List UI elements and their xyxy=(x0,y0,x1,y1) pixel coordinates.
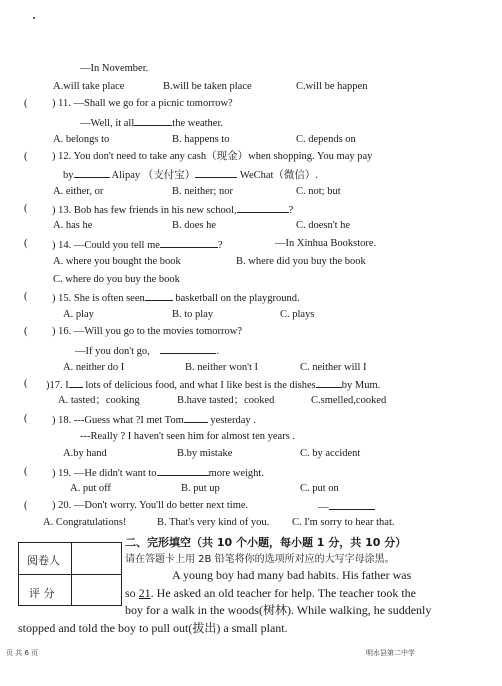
q16-line2a: —If you don't go, xyxy=(75,346,150,357)
q18-number: ) 18. xyxy=(52,415,72,426)
q16-option-a: A. neither do I xyxy=(63,362,125,373)
q17-option-a: A. tasted；cooking xyxy=(58,395,140,406)
q13-paren: ( xyxy=(24,203,28,214)
q20-option-a: A. Congratulations! xyxy=(43,517,127,528)
q12-line2b: Alipay （支付宝） xyxy=(111,170,196,181)
q20-option-b: B. That's very kind of you. xyxy=(157,517,270,528)
q10-option-a: A.will take place xyxy=(53,81,125,92)
q11-blank xyxy=(134,115,172,126)
q15-line1a: She is often seen xyxy=(73,293,145,304)
q15-option-a: A. play xyxy=(63,309,94,320)
passage-line-2a: so xyxy=(125,586,136,600)
q20-reply xyxy=(318,499,375,514)
q17-question xyxy=(46,377,380,392)
q14-question xyxy=(52,237,223,252)
q12-line2a: by xyxy=(63,170,74,181)
q20-option-c: C. I'm sorry to hear that. xyxy=(292,517,395,528)
q19-question xyxy=(52,465,264,480)
q14-reply: —In Xinhua Bookstore. xyxy=(275,238,377,249)
q11-option-a: A. belongs to xyxy=(53,134,110,145)
q11-paren: ( xyxy=(24,98,28,109)
speck-mark xyxy=(33,17,35,19)
passage-line-2 xyxy=(125,587,416,600)
q16-line2 xyxy=(75,343,219,358)
q12-option-c: C. not; but xyxy=(296,186,341,197)
q12-blank-1 xyxy=(74,167,110,178)
footer-page-count: 页 共 6 页 xyxy=(6,649,39,657)
q12-line1: You don't need to take any cash（现金）when shopping. You may pay xyxy=(73,151,373,162)
q13-option-b: B. does he xyxy=(172,220,217,231)
q16-number: ) 16. xyxy=(52,326,72,337)
q17-blank-1 xyxy=(69,377,83,388)
grader-box-divider-v xyxy=(71,543,72,605)
q15-option-b: B. to play xyxy=(172,309,214,320)
q19-option-c: C. put on xyxy=(300,483,339,494)
q14-line1a: —Could you tell me xyxy=(73,240,160,251)
passage-line-1: A young boy had many bad habits. His father was xyxy=(172,568,412,582)
q13-question xyxy=(52,202,293,217)
q16-option-b: B. neither won't I xyxy=(185,362,259,373)
q14-number: ) 14. xyxy=(52,240,72,251)
q15-option-c: C. plays xyxy=(280,309,315,320)
q18-option-c: C. by accident xyxy=(300,448,361,459)
q19-blank xyxy=(157,465,209,476)
q14-line1b: ? xyxy=(217,240,223,251)
q11-line2b: the weather. xyxy=(172,118,224,129)
q19-paren: ( xyxy=(24,466,28,477)
q18-line1a: ---Guess what ?I met Tom xyxy=(73,415,184,426)
q13-number: ) 13. xyxy=(52,205,72,216)
q12-option-b: B. neither; nor xyxy=(172,186,233,197)
q17-line1b: by Mum. xyxy=(341,380,381,391)
q11-line2 xyxy=(80,115,223,130)
q11-option-b: B. happens to xyxy=(172,134,230,145)
q12-option-a: A. either, or xyxy=(53,186,104,197)
q18-blank xyxy=(184,412,208,423)
passage-line-3: boy for a walk in the woods(树林). While walking, he suddenly xyxy=(125,603,432,617)
q10-option-c: C.will be happen xyxy=(296,81,368,92)
q18-question xyxy=(52,412,256,427)
section2-instruction: 请在答题卡上用 2B 铅笔将你的选项所对应的大写字母涂黑。 xyxy=(125,554,395,565)
q15-question xyxy=(52,290,300,305)
q17-option-c: C.smelled,cooked xyxy=(311,395,387,406)
grader-box-divider-h xyxy=(19,574,121,575)
q16-line1: —Will you go to the movies tomorrow? xyxy=(73,326,243,337)
q15-number: ) 15. xyxy=(52,293,72,304)
q20-reply-dash: — xyxy=(318,502,329,513)
q14-option-c: C. where do you buy the book xyxy=(53,274,180,285)
q16-question xyxy=(52,325,242,338)
q12-question xyxy=(52,150,372,163)
q20-blank xyxy=(329,499,375,510)
q12-blank-2 xyxy=(195,167,237,178)
q19-option-b: B. put up xyxy=(181,483,220,494)
q11-number: ) 11. xyxy=(52,98,71,109)
q18-paren: ( xyxy=(24,413,28,424)
q12-line2c: WeChat（微信）. xyxy=(239,170,319,181)
blank-number-21: 21 xyxy=(138,586,151,600)
q18-line2: ---Really ? I haven't seen him for almost ten years . xyxy=(80,431,296,442)
q16-blank xyxy=(160,343,216,354)
q15-line1b: basketball on the playground. xyxy=(175,293,300,304)
q11-option-c: C. depends on xyxy=(296,134,356,145)
q20-line1: —Don't worry. You'll do better next time. xyxy=(73,500,249,511)
q12-line2 xyxy=(63,167,318,182)
q18-line1b: yesterday . xyxy=(210,415,256,426)
passage-line-2b: . He asked an old teacher for help. The teacher took the xyxy=(150,586,417,600)
q19-line1b: more weight. xyxy=(208,468,264,479)
q18-option-a: A.by hand xyxy=(63,448,107,459)
q12-paren: ( xyxy=(24,151,28,162)
q13-line1a: Bob has few friends in his new school, xyxy=(73,205,237,216)
q19-number: ) 19. xyxy=(52,468,72,479)
q20-question xyxy=(52,499,248,512)
q10-option-b: B.will be taken place xyxy=(163,81,252,92)
q18-option-b: B.by mistake xyxy=(177,448,233,459)
q14-option-b: B. where did you buy the book xyxy=(236,256,366,267)
q17-number: )17. I xyxy=(46,380,69,391)
q19-line1a: —He didn't want to xyxy=(73,468,157,479)
q12-number: ) 12. xyxy=(52,151,72,162)
score-label: 评 分 xyxy=(29,587,55,600)
grader-label: 阅卷人 xyxy=(27,554,60,567)
q20-number: ) 20. xyxy=(52,500,72,511)
q13-blank xyxy=(237,202,289,213)
q11-line1: —Shall we go for a picnic tomorrow? xyxy=(73,98,233,109)
q14-option-a: A. where you bought the book xyxy=(53,256,181,267)
q19-option-a: A. put off xyxy=(70,483,111,494)
q15-blank xyxy=(145,290,173,301)
q17-line1a: lots of delicious food, and what I like best is the dishes xyxy=(85,380,316,391)
q17-blank-2 xyxy=(316,377,342,388)
passage-line-4: stopped and told the boy to pull out(拔出) a small plant. xyxy=(18,621,288,635)
q13-line1b: ? xyxy=(288,205,294,216)
footer-school: 明水县第二中学 xyxy=(366,649,415,657)
q16-paren: ( xyxy=(24,326,28,337)
q20-paren: ( xyxy=(24,500,28,511)
q17-paren: ( xyxy=(24,378,28,389)
q14-paren: ( xyxy=(24,238,28,249)
q15-paren: ( xyxy=(24,291,28,302)
section2-heading: 二、完形填空（共 10 个小题，每小题 1 分，共 10 分） xyxy=(125,536,407,549)
q13-option-a: A. has he xyxy=(53,220,93,231)
q11-question xyxy=(52,97,233,110)
q13-option-c: C. doesn't he xyxy=(296,220,351,231)
q14-blank xyxy=(160,237,218,248)
q10-answer-line: —In November. xyxy=(80,63,149,74)
q11-line2a: —Well, it all xyxy=(80,118,135,129)
q16-line2b: . xyxy=(216,346,220,357)
q16-option-c: C. neither will I xyxy=(300,362,367,373)
grader-box xyxy=(18,542,122,606)
q17-option-b: B.have tasted；cooked xyxy=(177,395,275,406)
